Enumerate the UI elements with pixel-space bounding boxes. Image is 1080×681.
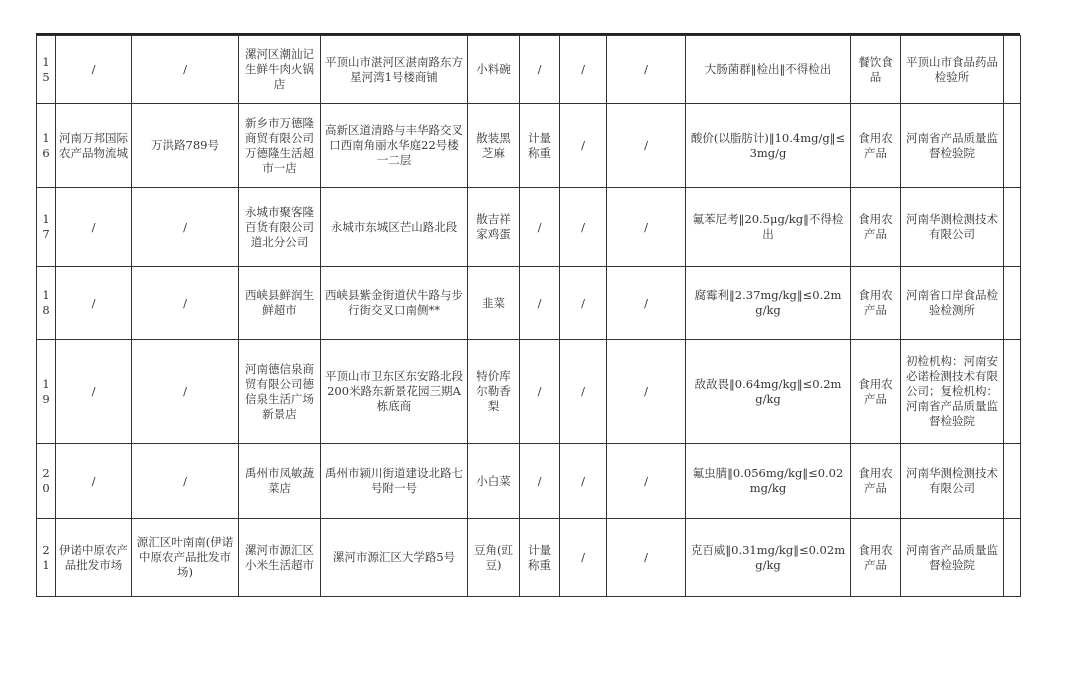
market-name-cell: / bbox=[56, 444, 132, 519]
market-name-cell: 伊诺中原农产品批发市场 bbox=[56, 519, 132, 597]
remarks-cell bbox=[1004, 340, 1021, 444]
manufacturer-cell: / bbox=[607, 519, 686, 597]
seller-name-cell: 河南德信泉商贸有限公司德信泉生活广场新景店 bbox=[239, 340, 321, 444]
seller-name-cell: 永城市聚客隆百货有限公司道北分公司 bbox=[239, 188, 321, 267]
test-result-cell: 克百威‖0.31mg/kg‖≤0.02mg/kg bbox=[686, 519, 851, 597]
food-category-cell: 食用农产品 bbox=[851, 444, 901, 519]
row-number-cell: 17 bbox=[37, 188, 56, 267]
manufacturer-cell: / bbox=[607, 188, 686, 267]
product-name-cell: 豆角(豇豆) bbox=[468, 519, 520, 597]
market-name-cell: / bbox=[56, 36, 132, 104]
spec-cell: / bbox=[520, 188, 560, 267]
market-address-cell: 源汇区叶南南(伊诺中原农产品批发市场) bbox=[132, 519, 239, 597]
product-name-cell: 小料碗 bbox=[468, 36, 520, 104]
table-row bbox=[37, 267, 1021, 340]
spec-cell: / bbox=[520, 267, 560, 340]
manufacturer-cell: / bbox=[607, 267, 686, 340]
seller-name-cell: 西峡县鲜润生鲜超市 bbox=[239, 267, 321, 340]
seller-address-cell: 平顶山市卫东区东安路北段200米路东新景花园三期A栋底商 bbox=[321, 340, 468, 444]
test-result-cell: 氟虫腈‖0.056mg/kg‖≤0.02mg/kg bbox=[686, 444, 851, 519]
row-number-cell: 19 bbox=[37, 340, 56, 444]
brand-cell: / bbox=[560, 444, 607, 519]
remarks-cell bbox=[1004, 267, 1021, 340]
test-result-cell: 大肠菌群‖检出‖不得检出 bbox=[686, 36, 851, 104]
inspection-results-table bbox=[36, 35, 1021, 597]
product-name-cell: 散吉祥家鸡蛋 bbox=[468, 188, 520, 267]
table-row bbox=[37, 104, 1021, 188]
market-address-cell: / bbox=[132, 340, 239, 444]
test-result-cell: 酸价(以脂肪计)‖10.4mg/g‖≤3mg/g bbox=[686, 104, 851, 188]
food-category-cell: 食用农产品 bbox=[851, 267, 901, 340]
spec-cell: / bbox=[520, 340, 560, 444]
market-name-cell: / bbox=[56, 267, 132, 340]
seller-address-cell: 高新区道清路与丰华路交叉口西南角丽水华庭22号楼一二层 bbox=[321, 104, 468, 188]
remarks-cell bbox=[1004, 188, 1021, 267]
test-result-cell: 腐霉利‖2.37mg/kg‖≤0.2mg/kg bbox=[686, 267, 851, 340]
seller-name-cell: 漯河市源汇区小米生活超市 bbox=[239, 519, 321, 597]
table-row bbox=[37, 444, 1021, 519]
table-body bbox=[37, 36, 1021, 597]
seller-name-cell: 漯河区潮汕记生鲜牛肉火锅店 bbox=[239, 36, 321, 104]
seller-name-cell: 新乡市万德隆商贸有限公司万德隆生活超市一店 bbox=[239, 104, 321, 188]
food-category-cell: 食用农产品 bbox=[851, 340, 901, 444]
seller-name-cell: 禹州市凤敏蔬菜店 bbox=[239, 444, 321, 519]
test-lab-cell: 初检机构：河南安必诺检测技术有限公司；复检机构：河南省产品质量监督检验院 bbox=[901, 340, 1004, 444]
spec-cell: / bbox=[520, 36, 560, 104]
product-name-cell: 散装黑芝麻 bbox=[468, 104, 520, 188]
market-address-cell: / bbox=[132, 188, 239, 267]
food-category-cell: 食用农产品 bbox=[851, 519, 901, 597]
test-lab-cell: 河南华测检测技术有限公司 bbox=[901, 188, 1004, 267]
product-name-cell: 特价库尔勒香梨 bbox=[468, 340, 520, 444]
top-rule bbox=[36, 33, 1020, 35]
seller-address-cell: 西峡县紫金街道伏牛路与步行街交叉口南侧** bbox=[321, 267, 468, 340]
brand-cell: / bbox=[560, 340, 607, 444]
food-category-cell: 餐饮食品 bbox=[851, 36, 901, 104]
food-category-cell: 食用农产品 bbox=[851, 188, 901, 267]
row-number-cell: 21 bbox=[37, 519, 56, 597]
table-row bbox=[37, 36, 1021, 104]
table-row bbox=[37, 188, 1021, 267]
market-name-cell: / bbox=[56, 340, 132, 444]
row-number-cell: 15 bbox=[37, 36, 56, 104]
remarks-cell bbox=[1004, 36, 1021, 104]
market-address-cell: / bbox=[132, 444, 239, 519]
manufacturer-cell: / bbox=[607, 36, 686, 104]
market-address-cell: / bbox=[132, 36, 239, 104]
market-name-cell: / bbox=[56, 188, 132, 267]
row-number-cell: 20 bbox=[37, 444, 56, 519]
product-name-cell: 韭菜 bbox=[468, 267, 520, 340]
market-name-cell: 河南万邦国际农产品物流城 bbox=[56, 104, 132, 188]
spec-cell: 计量称重 bbox=[520, 104, 560, 188]
seller-address-cell: 漯河市源汇区大学路5号 bbox=[321, 519, 468, 597]
brand-cell: / bbox=[560, 519, 607, 597]
seller-address-cell: 平顶山市湛河区湛南路东方星河湾1号楼商铺 bbox=[321, 36, 468, 104]
remarks-cell bbox=[1004, 444, 1021, 519]
brand-cell: / bbox=[560, 188, 607, 267]
spec-cell: 计量称重 bbox=[520, 519, 560, 597]
row-number-cell: 16 bbox=[37, 104, 56, 188]
brand-cell: / bbox=[560, 267, 607, 340]
product-name-cell: 小白菜 bbox=[468, 444, 520, 519]
test-lab-cell: 河南省产品质量监督检验院 bbox=[901, 519, 1004, 597]
market-address-cell: 万洪路789号 bbox=[132, 104, 239, 188]
test-result-cell: 敌敌畏‖0.64mg/kg‖≤0.2mg/kg bbox=[686, 340, 851, 444]
spec-cell: / bbox=[520, 444, 560, 519]
remarks-cell bbox=[1004, 104, 1021, 188]
manufacturer-cell: / bbox=[607, 444, 686, 519]
test-lab-cell: 河南省口岸食品检验检测所 bbox=[901, 267, 1004, 340]
test-lab-cell: 河南省产品质量监督检验院 bbox=[901, 104, 1004, 188]
market-address-cell: / bbox=[132, 267, 239, 340]
seller-address-cell: 永城市东城区芒山路北段 bbox=[321, 188, 468, 267]
test-lab-cell: 平顶山市食品药品检验所 bbox=[901, 36, 1004, 104]
table-row bbox=[37, 340, 1021, 444]
remarks-cell bbox=[1004, 519, 1021, 597]
brand-cell: / bbox=[560, 104, 607, 188]
table-row bbox=[37, 519, 1021, 597]
test-result-cell: 氟苯尼考‖20.5μg/kg‖不得检出 bbox=[686, 188, 851, 267]
food-category-cell: 食用农产品 bbox=[851, 104, 901, 188]
seller-address-cell: 禹州市颍川街道建设北路七号附一号 bbox=[321, 444, 468, 519]
row-number-cell: 18 bbox=[37, 267, 56, 340]
manufacturer-cell: / bbox=[607, 104, 686, 188]
brand-cell: / bbox=[560, 36, 607, 104]
manufacturer-cell: / bbox=[607, 340, 686, 444]
test-lab-cell: 河南华测检测技术有限公司 bbox=[901, 444, 1004, 519]
